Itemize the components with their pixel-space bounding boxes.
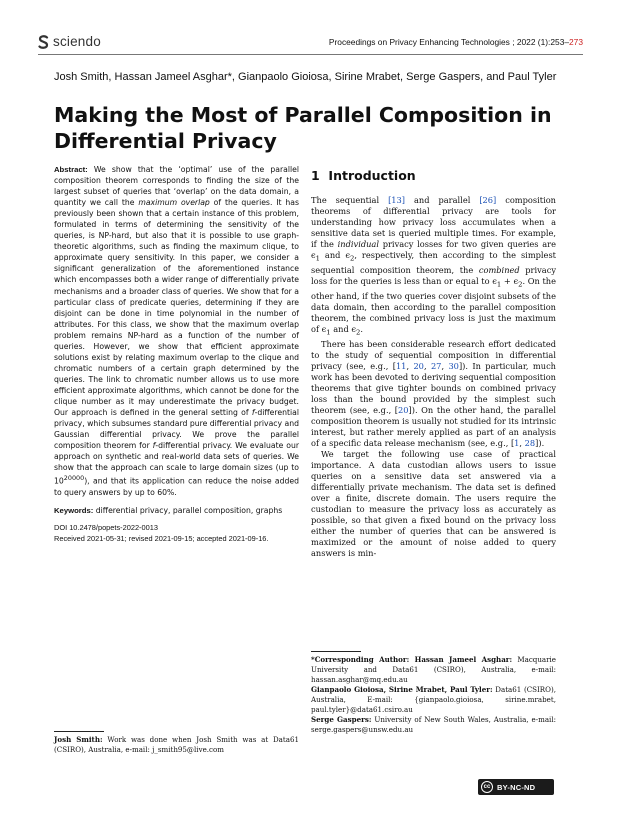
footnote-left xyxy=(54,731,299,755)
subscript: 1 xyxy=(496,280,502,289)
abstract-term-maximum-overlap: maximum overlap xyxy=(138,198,210,208)
footnote-josh-smith xyxy=(54,735,299,755)
footnote-author-name: Serge Gaspers: xyxy=(311,715,372,724)
intro-p2-text: There has been considerable research effort dedicated to the study of sequential composition in differential privacy (see, e.g., [ xyxy=(311,338,556,371)
intro-p2-text: , xyxy=(423,360,431,371)
footnote-text: University of New South Wales, Australia, e-mail: serge.gaspers@unsw.edu.au xyxy=(311,715,556,734)
abstract-text-1: We show that the ‘optimal’ use of the parallel composition theorem corresponds to finding the size of the largest subset of queries that ‘overlap’ on the data domain, a quantity we call the xyxy=(54,165,299,208)
citation-26[interactable]: [26] xyxy=(479,195,497,206)
intro-p1-text: and ϵ xyxy=(320,250,350,261)
footnote-corresponding-author xyxy=(311,655,556,685)
footnote-serge-gaspers xyxy=(311,715,556,735)
intro-p1-text: , respectively, then according to the simplest sequential composition theorem, the xyxy=(311,250,556,275)
intro-p1-text: and parallel xyxy=(405,195,480,206)
footnote-text: Data61 (CSIRO), Australia, E-mail: {gianpaolo.gioiosa, sirine.mrabet, paul.tyler}@data61.csiro.au xyxy=(311,685,556,714)
footnote-data61-authors xyxy=(311,685,556,715)
keywords-label: Keywords: xyxy=(54,505,94,515)
intro-p2-text: ]). On the other hand, the parallel composition theorem is usually not studied for its intrinsic interest, but rather merely applied as part of an analysis of a specific data release mechanism (see, e.g., [ xyxy=(311,404,556,448)
abstract-text-4: -differential privacy. We evaluate our approach on synthetic and real-world data sets of queries. We show that the approach can scale to large domain sizes (up to 10 xyxy=(54,441,299,486)
journal-citation xyxy=(329,37,583,47)
abstract-exponent: 20000 xyxy=(63,474,85,483)
abstract-text-2: of the queries. It has previously been shown that a certain instance of this problem, formulated in terms of determining the sensitivity of the queries, is NP-hard, but also that it is possible to use graph-theoretic algorithms, such as finding the maximum clique, to approximate query sensitivity. In this paper, we consider a significant generalization of the aforementioned instance which encompasses both a wider range of differentially private mechanisms and a broader class of queries. We show that for a particular class of predicate queries, determining if they are disjoint can be done in time polynomial in the number of attributes. For this class, we show that the maximum overlap problem remains NP-hard as a function of the number of queries. However, we show that efficient approximate solutions exist by relating maximum overlap to the clique and chromatic numbers of a certain graph determined by the queries. The link to chromatic number allows us to use more efficient approximate algorithms, which cannot be done for the clique number as it may underestimate the privacy budget. Our approach is defined in the general setting of xyxy=(54,198,299,418)
logo-text: sciendo xyxy=(53,34,101,49)
abstract-text-5: ), and that its application can reduce the noise added to query answers by up to 60%. xyxy=(54,476,299,497)
intro-p2-text: , xyxy=(441,360,449,371)
abstract-label: Abstract: xyxy=(54,165,88,174)
citation-28[interactable]: 28 xyxy=(524,437,536,448)
subscript: 2 xyxy=(356,328,361,337)
citation-1[interactable]: 1 xyxy=(514,437,520,448)
abstract-f-symbol-1: f xyxy=(251,408,255,418)
cc-icon: cc xyxy=(481,781,493,793)
intro-p1-text: The sequential xyxy=(311,195,389,206)
intro-p1-emphasis: individual xyxy=(337,239,379,250)
intro-paragraph-2 xyxy=(311,339,556,449)
subscript: 1 xyxy=(315,254,320,263)
intro-p2-text: , xyxy=(406,360,414,371)
intro-p1-text: privacy losses for two given queries are ϵ xyxy=(311,239,556,261)
intro-paragraph-3: We target the following use case of practical importance. A data custodian allows users to issue queries on a sensitive data set answered via a differentially private mechanism. The data set is defined over a finite, discrete domain. The users require the custodian to measure the privacy loss as accurately as possible, so that given a fixed bound on the privacy loss either the number of queries that can be answered is maximized or the amount of noise added to query answers is min- xyxy=(311,449,556,559)
page-header xyxy=(38,32,583,55)
footnote-rule xyxy=(54,731,104,732)
footnote-author-name: Josh Smith: xyxy=(54,735,103,744)
footnote-rule xyxy=(311,651,361,652)
citation-20-b[interactable]: 20 xyxy=(398,404,409,415)
citation-27[interactable]: 27 xyxy=(430,360,442,371)
intro-p1-text: . On the other hand, if the two queries cover disjoint subsets of the data domain, then according to the parallel composition theorem, the combined privacy loss is just the maximum of ϵ xyxy=(311,276,556,334)
intro-p1-text: and ϵ xyxy=(330,323,357,334)
section-title: Introduction xyxy=(328,168,416,183)
intro-p2-text: ]). xyxy=(535,437,545,448)
license-badge[interactable] xyxy=(478,779,554,795)
intro-p1-emphasis: combined xyxy=(478,264,520,275)
footnote-author-name: *Corresponding Author: Hassan Jameel Asghar: xyxy=(311,655,513,664)
paper-title: Making the Most of Parallel Composition in Differential Privacy xyxy=(54,103,552,153)
intro-p1-text: composition theorems of differential privacy are tools for understanding how privacy loss accumulates when a sensitive data set is queried multiple times. For example, if the xyxy=(311,195,556,250)
abstract xyxy=(54,164,299,498)
intro-paragraph-1 xyxy=(311,195,556,338)
intro-p1-text: . xyxy=(360,323,364,334)
citation-13[interactable]: [13] xyxy=(388,195,406,206)
intro-p2-text: ]). In particular, much work has been devoted to deriving sequential composition theorems that give tighter bounds on combined privacy loss than the bound provided by the simplest such theorem (see, e.g., [ xyxy=(311,360,556,415)
subscript: 2 xyxy=(518,280,523,289)
intro-p1-text: + ϵ xyxy=(501,276,519,287)
footnote-text: Macquarie University and Data61 (CSIRO), Australia, e-mail: hassan.asghar@mq.edu.au xyxy=(311,655,556,684)
footnote-author-name: Gianpaolo Gioiosa, Sirine Mrabet, Paul Tyler: xyxy=(311,685,493,694)
footnote-right xyxy=(311,651,556,735)
section-heading xyxy=(311,170,556,181)
journal-last-page-link[interactable]: 273 xyxy=(569,37,583,47)
citation-30[interactable]: 30 xyxy=(448,360,459,371)
footnote-text: Work was done when Josh Smith was at Data61 (CSIRO), Australia, e-mail: j_smith95@live.com xyxy=(54,735,299,754)
doi-link[interactable]: DOI 10.2478/popets-2022-0013 xyxy=(54,523,158,533)
right-column xyxy=(311,164,556,559)
abstract-text-3: -differential privacy, which subsumes standard pure differential privacy and Gaussian differential privacy. We prove the parallel composition theorem for xyxy=(54,408,299,451)
left-column xyxy=(54,164,299,544)
keywords xyxy=(54,505,299,516)
citation-11[interactable]: 11 xyxy=(395,360,407,371)
citation-20[interactable]: 20 xyxy=(413,360,424,371)
subscript: 2 xyxy=(350,254,355,263)
received-dates: Received 2021-05-31; revised 2021-09-15; accepted 2021-09-16. xyxy=(54,534,269,544)
subscript: 1 xyxy=(326,328,331,337)
abstract-f-symbol-2: f xyxy=(152,441,156,451)
intro-p1-text: privacy loss for the queries is less than or equal to ϵ xyxy=(311,264,556,287)
section-number: 1 xyxy=(311,168,320,183)
sciendo-logo[interactable] xyxy=(38,34,101,49)
keywords-text: differential privacy, parallel composition, graphs xyxy=(93,505,283,515)
author-list: Josh Smith, Hassan Jameel Asghar*, Gianpaolo Gioiosa, Sirine Mrabet, Serge Gaspers, and Paul Tyler xyxy=(54,71,557,83)
journal-citation-text: Proceedings on Privacy Enhancing Technologies ; 2022 (1):253– xyxy=(328,37,570,47)
license-label: BY-NC-ND xyxy=(497,782,536,792)
sciendo-logo-icon xyxy=(38,35,49,49)
intro-p2-text: , xyxy=(519,437,525,448)
